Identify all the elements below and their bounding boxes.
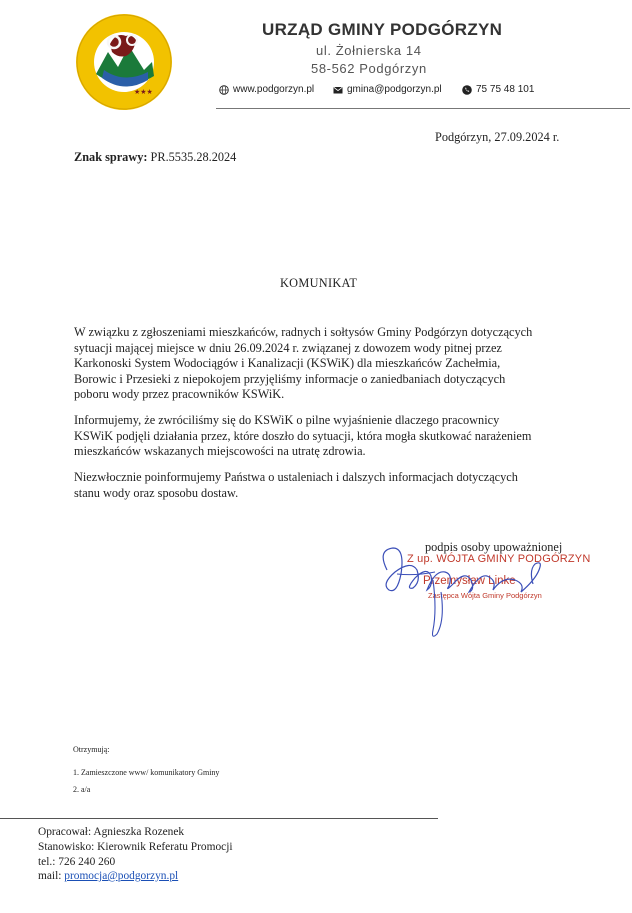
case-reference-label: Znak sprawy: (74, 150, 148, 164)
website-text: www.podgorzyn.pl (233, 84, 315, 95)
author-mail (38, 869, 178, 884)
author-position: Stanowisko: Kierownik Referatu Promocji (38, 841, 233, 853)
star-icons (134, 88, 153, 96)
stamp-line-name: Przemysław Linke (423, 575, 516, 587)
phone-icon (462, 85, 472, 95)
office-title: URZĄD GMINY PODGÓRZYN (262, 20, 503, 39)
header-divider (216, 108, 630, 109)
gmina-logo (74, 12, 174, 112)
contact-website[interactable] (219, 84, 314, 95)
mail-link[interactable]: promocja@podgorzyn.pl (64, 870, 179, 882)
signature-label: podpis osoby upoważnionej (425, 540, 563, 554)
mail-label: mail: (38, 870, 65, 882)
footer-divider (0, 818, 438, 819)
document-title: KOMUNIKAT (280, 276, 358, 290)
recipient-item: 1. Zamieszczone www/ komunikatory Gminy (73, 768, 220, 777)
case-reference-value: PR.5535.28.2024 (150, 150, 237, 164)
recipients-title: Otrzymują: (73, 745, 110, 754)
paragraph-2: Informujemy, że zwróciliśmy się do KSWiK o pilne wyjaśnienie dlaczego pracownicy KSWiK podjęli działania przez, które doszło do sytuacji, która mogła skutkować narażeniem mieszkańców wskazanych miejscowości na utratę zdrowia. (74, 413, 532, 459)
address-street: ul. Żołnierska 14 (316, 43, 422, 58)
contact-email[interactable] (333, 84, 442, 95)
address-city: 58-562 Podgórzyn (311, 61, 427, 76)
author-phone: tel.: 726 240 260 (38, 856, 116, 868)
stamp-line-authority: Z up. WÓJTA GMINY PODGÓRZYN (407, 553, 591, 565)
case-reference (74, 150, 236, 165)
gmina-emblem-icon (74, 12, 174, 112)
stamp-line-position: Zastępca Wójta Gminy Podgórzyn (428, 591, 542, 600)
svg-text:★★★: ★★★ (134, 88, 153, 96)
paragraph-1: W związku z zgłoszeniami mieszkańców, radnych i sołtysów Gminy Podgórzyn dotyczących sytuacji mającej miejsce w dniu 26.09.2024 r. związanej z dowozem wody pitnej przez Karkonoski System Wodociągów i Kanalizacji (KSWiK) dla mieszkańców Zachełmia, Borowic i Przesieki z niepokojem przyjęliśmy informacje o zaniedbaniach dotyczących poboru wody przez pracowników KSWiK. (74, 325, 533, 402)
email-text: gmina@podgorzyn.pl (347, 84, 442, 95)
contact-phone[interactable] (462, 84, 534, 95)
globe-icon (219, 85, 229, 95)
paragraph-3: Niezwłocznie poinformujemy Państwa o ustaleniach i dalszych informacjach dotyczących stanu wody oraz sposobu dostaw. (74, 470, 518, 500)
phone-text: 75 75 48 101 (476, 84, 535, 95)
document-date: Podgórzyn, 27.09.2024 r. (435, 130, 560, 144)
mail-icon (333, 85, 343, 95)
recipient-item: 2. a/a (73, 785, 91, 794)
prepared-by: Opracował: Agnieszka Rozenek (38, 826, 185, 838)
